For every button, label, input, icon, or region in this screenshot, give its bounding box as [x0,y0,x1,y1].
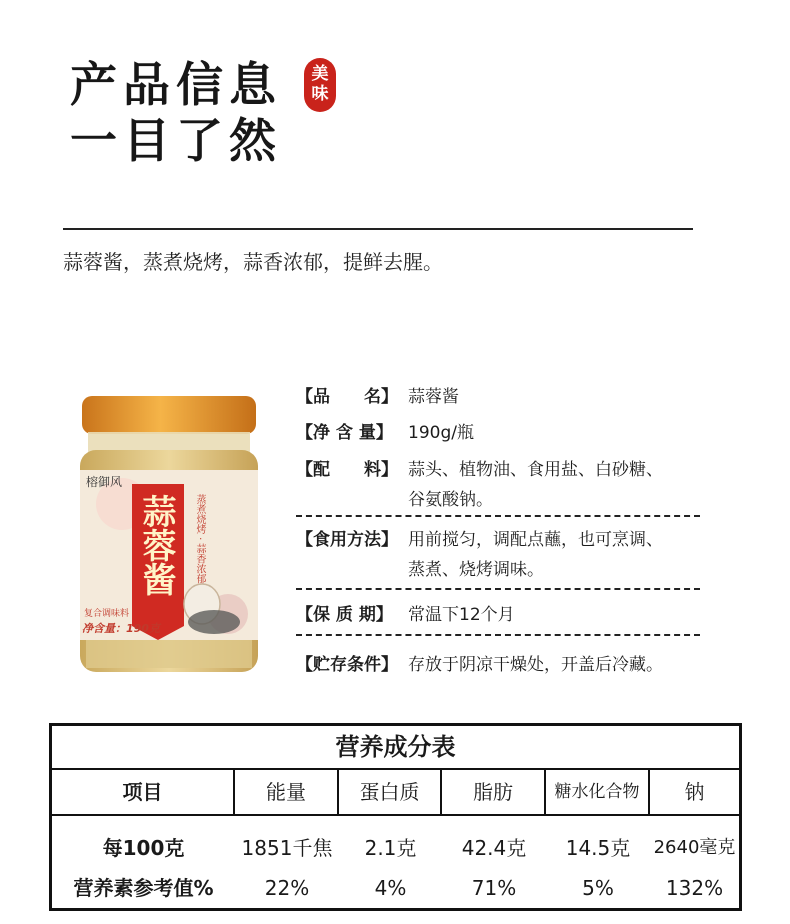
jar-net-weight: 净含量：190克 [82,622,160,635]
jar-side-text: 蒸煮烧烤 · 蒜香浓郁 [194,494,205,584]
spec-label: 【食用方法】 [296,530,398,550]
spec-row-net-content [296,418,706,442]
spec-divider [296,588,700,590]
product-tagline: 蒜蓉酱，蒸煮烧烤，蒜香浓郁，提鲜去腥。 [63,250,443,274]
header-cell-carbohydrate: 糖水化合物 [546,770,650,814]
jar-lid [82,396,256,434]
table-cell: 71% [471,876,517,900]
table-row [52,870,739,906]
jar-product-name: 蒜蓉酱 [136,494,176,596]
tasty-seal-badge [304,58,336,112]
page-title-line-2: 一目了然 [70,114,282,169]
table-cell: 14.5克 [565,836,631,860]
nutrition-table-title: 营养成分表 [52,726,739,770]
table-cell: 5% [582,876,614,900]
spec-row-storage [296,650,706,674]
table-cell: 4% [374,876,407,900]
spec-value: 蒜头、植物油、食用盐、白砂糖、 [408,460,663,480]
header-cell-item: 项目 [52,770,235,814]
spec-divider [296,515,700,517]
spec-label: 【配 料】 [296,460,398,480]
spec-value-line2: 谷氨酸钠。 [408,490,493,510]
nutrition-header-row [52,770,739,816]
spec-label: 【保 质 期】 [296,605,393,625]
spec-row-usage [296,525,706,579]
header-cell-energy: 能量 [235,770,339,814]
table-cell: 2640毫克 [653,837,736,858]
spec-value: 用前搅匀，调配点蘸，也可烹调、 [408,530,663,550]
header-cell-sodium: 钠 [684,780,705,804]
spec-value-line2: 蒸煮、烧烤调味。 [408,560,544,580]
header-divider [63,228,693,230]
table-cell: 2.1克 [364,836,417,860]
spec-value: 存放于阴凉干燥处，开盖后冷藏。 [408,655,663,675]
spec-value: 常温下12个月 [408,605,515,625]
spec-row-ingredients [296,455,706,509]
table-row [52,830,739,866]
seal-char-top: 美 [311,64,329,85]
spec-label: 【贮存条件】 [296,655,398,675]
page-title-line-1: 产品信息 [70,58,282,113]
spec-value: 190g/瓶 [408,423,474,443]
table-cell: 132% [665,876,724,900]
table-cell: 42.4克 [461,836,527,860]
spec-label: 【净 含 量】 [296,423,393,443]
spec-divider [296,634,700,636]
brand-logo: 榕御风 [85,475,122,489]
spec-label: 【品 名】 [296,387,398,407]
product-jar-image [78,394,260,676]
row-label: 营养素参考值% [73,876,214,900]
row-label: 每100克 [102,836,185,860]
seal-char-bottom: 味 [311,84,329,104]
header-cell-protein: 蛋白质 [339,770,442,814]
table-cell: 22% [264,876,310,900]
spec-row-name [296,382,706,406]
table-cell: 1851千焦 [241,836,333,860]
nutrition-table [49,723,742,911]
jar-small-label: 复合调味料 [84,609,130,619]
spec-row-shelf-life [296,600,706,624]
header-cell-fat: 脂肪 [442,770,546,814]
spec-value: 蒜蓉酱 [408,387,459,407]
